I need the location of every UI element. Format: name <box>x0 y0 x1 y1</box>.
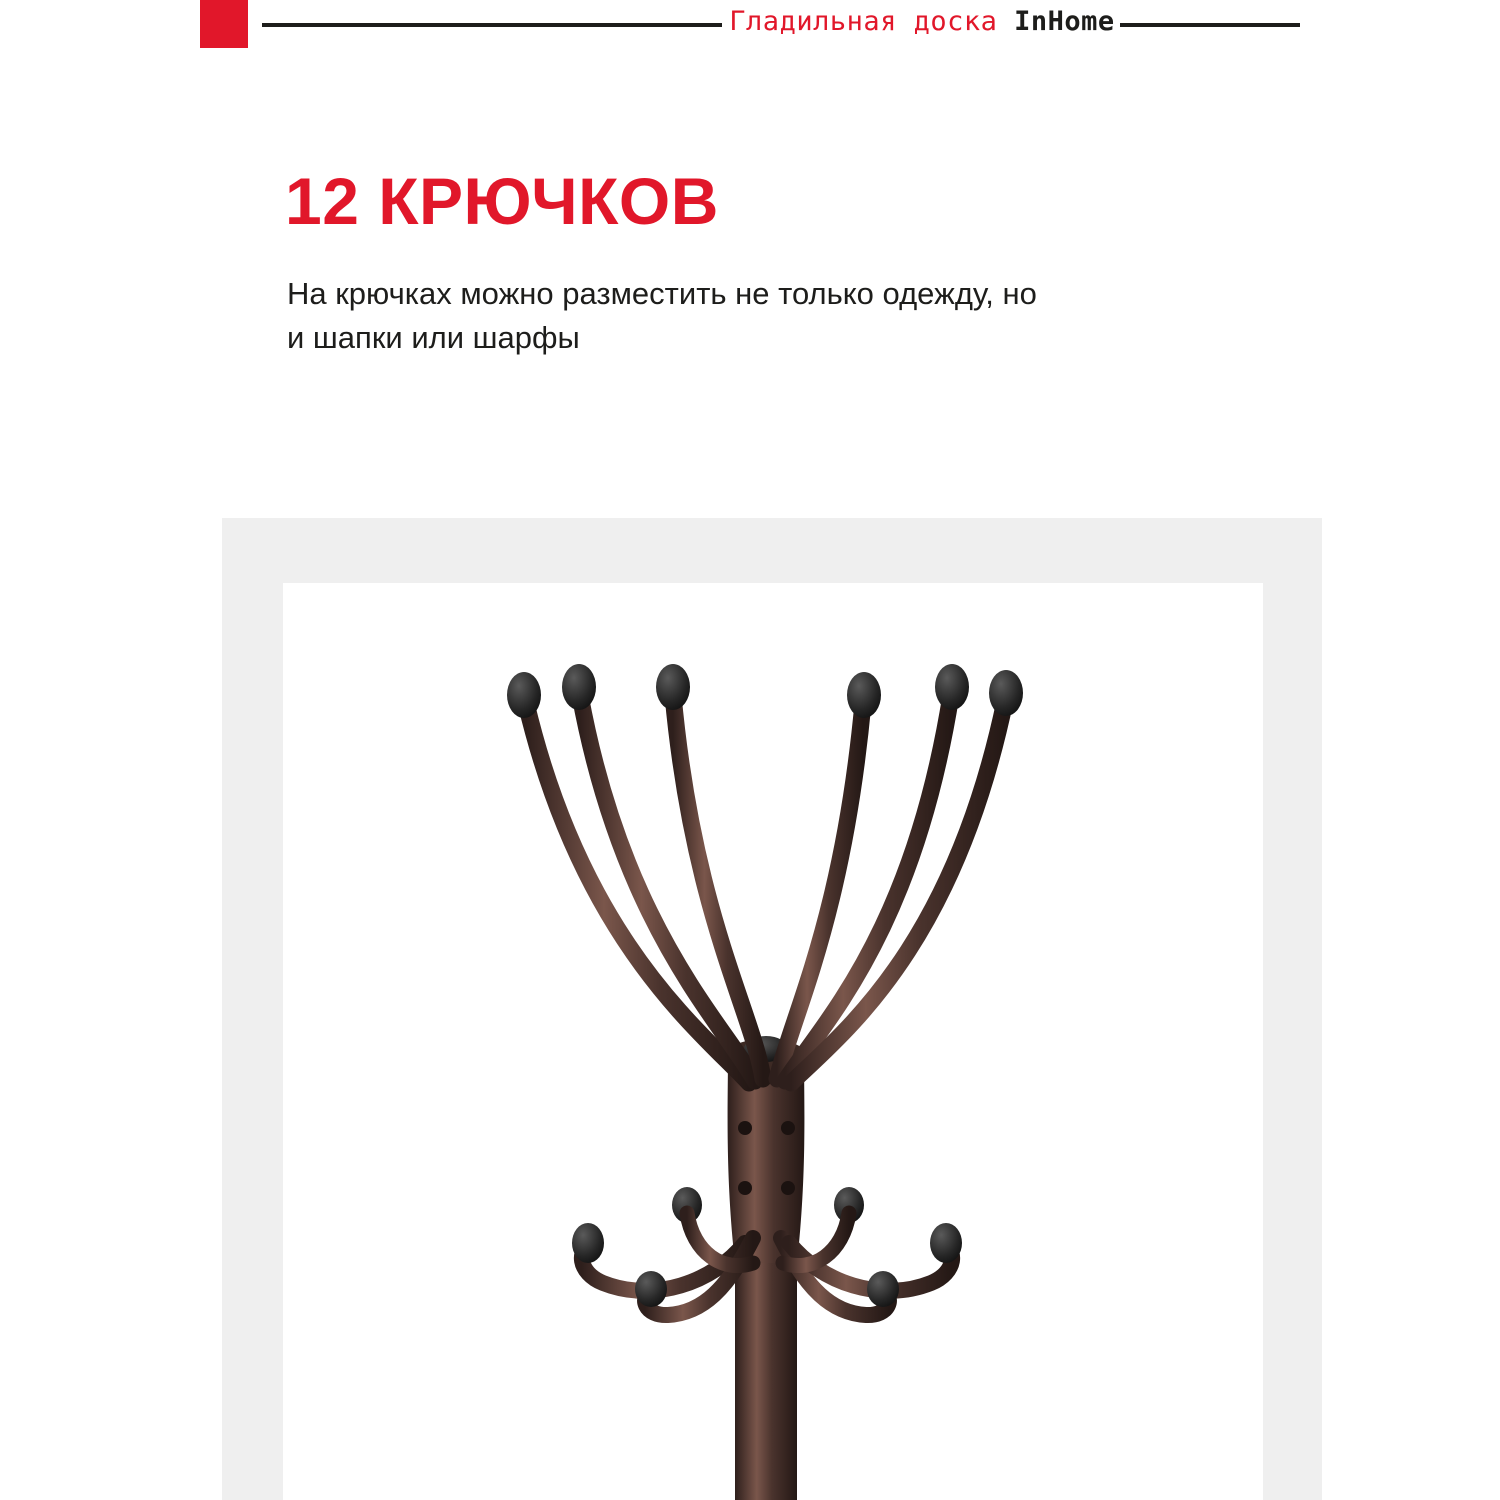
header-rule-left <box>262 23 722 27</box>
coat-rack-illustration <box>283 583 1263 1500</box>
brand-title <box>722 6 1122 37</box>
page-subtitle: На крючках можно разместить не только одежду, но и шапки или шарфы <box>287 276 1037 356</box>
brand-prefix: Гладильная доска <box>729 6 1015 37</box>
brand-name: InHome <box>1014 6 1115 37</box>
product-photo <box>283 583 1263 1500</box>
header-rule-right <box>1120 23 1300 27</box>
page-header <box>0 0 1500 60</box>
header-accent-block <box>200 0 248 48</box>
page-title: 12 КРЮЧКОВ <box>285 164 719 238</box>
